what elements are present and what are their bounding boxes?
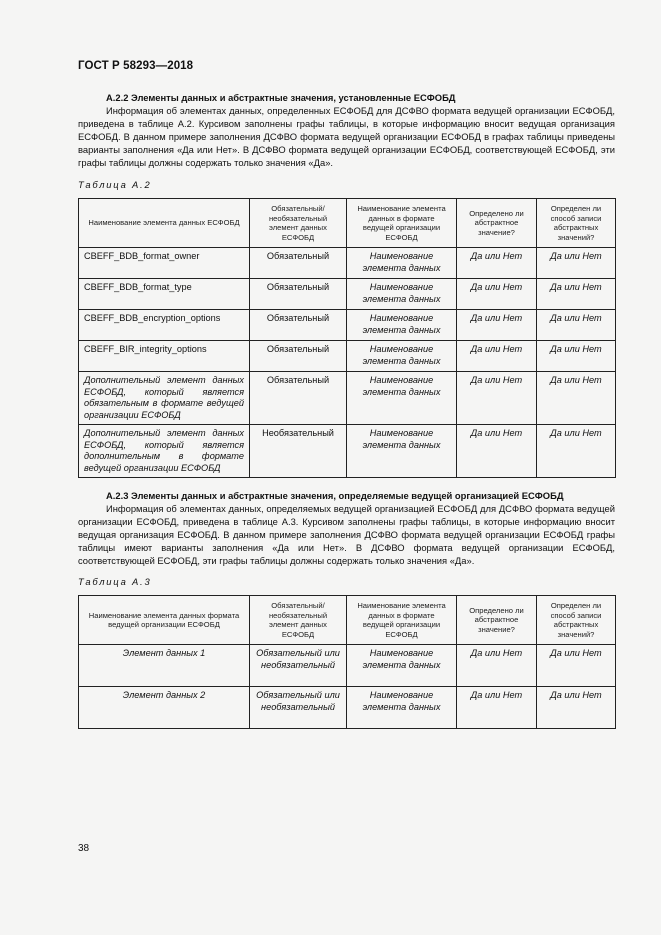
table-row (79, 687, 616, 729)
row-element-format-name: Наименование элемента данных (347, 341, 457, 372)
row-encoding-defined: Да или Нет (537, 687, 616, 729)
row-abstract-defined: Да или Нет (457, 687, 537, 729)
row-element-name: CBEFF_BDB_format_owner (79, 248, 250, 279)
table-a3-header-encoding-defined: Определен ли способ записи абстрактных значений? (537, 596, 616, 645)
table-row (79, 372, 616, 425)
row-element-format-name: Наименование элемента данных (347, 687, 457, 729)
row-encoding-defined: Да или Нет (537, 425, 616, 478)
row-abstract-defined: Да или Нет (457, 372, 537, 425)
table-row (79, 279, 616, 310)
table-a3-header-row (79, 596, 616, 645)
row-abstract-defined: Да или Нет (457, 425, 537, 478)
table-a2-header-row (79, 199, 616, 248)
row-element-name: CBEFF_BIR_integrity_options (79, 341, 250, 372)
section-a22-paragraph: Информация об элементах данных, определенных ЕСФОБД для ДСФВО формата ведущей организации ЕСФОБД, приведена в таблице А.2. Курсивом заполнены графы таблицы, в которые информацию вносит ведущая организация ЕСФОБД. В данном примере заполнения ДСФВО формата ведущей организации ЕСФОБД в графах таблицы приведены варианты заполнения «Да или Нет». В ДСФВО формата ведущей организации ЕСФОБД, соответствующей ЕСФОБД, эти графы таблицы должны содержать только значения «Да». (78, 105, 615, 168)
row-element-name: Элемент данных 2 (79, 687, 250, 729)
row-element-name: CBEFF_BDB_encryption_options (79, 310, 250, 341)
row-element-format-name: Наименование элемента данных (347, 645, 457, 687)
table-a2-header-encoding-defined: Определен ли способ записи абстрактных значений? (537, 199, 616, 248)
row-required: Обязательный (250, 248, 347, 279)
row-encoding-defined: Да или Нет (537, 279, 616, 310)
row-abstract-defined: Да или Нет (457, 248, 537, 279)
row-element-format-name: Наименование элемента данных (347, 279, 457, 310)
row-required: Обязательный (250, 279, 347, 310)
row-element-format-name: Наименование элемента данных (347, 425, 457, 478)
row-element-name: Дополнительный элемент данных ЕСФОБД, который является дополнительным в формате ведущей организации ЕСФОБД (79, 425, 250, 478)
row-encoding-defined: Да или Нет (537, 645, 616, 687)
row-encoding-defined: Да или Нет (537, 310, 616, 341)
row-required: Обязательный (250, 372, 347, 425)
row-encoding-defined: Да или Нет (537, 341, 616, 372)
table-a3-caption: Таблица А.3 (78, 576, 152, 587)
table-a2-header-required: Обязательный/ необязательный элемент данных ЕСФОБД (250, 199, 347, 248)
row-required: Обязательный или необязательный (250, 687, 347, 729)
table-row (79, 425, 616, 478)
row-abstract-defined: Да или Нет (457, 645, 537, 687)
row-required: Необязательный (250, 425, 347, 478)
table-a2-header-name: Наименование элемента данных ЕСФОБД (79, 199, 250, 248)
page-number: 38 (78, 843, 90, 854)
section-a23 (78, 489, 615, 567)
standard-header: ГОСТ Р 58293—2018 (78, 60, 194, 72)
row-element-format-name: Наименование элемента данных (347, 310, 457, 341)
row-required: Обязательный или необязательный (250, 645, 347, 687)
row-element-name: CBEFF_BDB_format_type (79, 279, 250, 310)
section-a23-heading: А.2.3 Элементы данных и абстрактные значения, определяемые ведущей организацией ЕСФОБД (106, 490, 564, 501)
row-abstract-defined: Да или Нет (457, 310, 537, 341)
table-row (79, 645, 616, 687)
row-element-format-name: Наименование элемента данных (347, 372, 457, 425)
table-row (79, 341, 616, 372)
section-a23-paragraph: Информация об элементах данных, определяемых ведущей организацией ЕСФОБД для ДСФВО формата ведущей организации ЕСФОБД, приведена в таблице А.3. Курсивом заполнены графы таблицы, в которые информацию вносит ведущая организация ЕСФОБД. В данном примере заполнения ДСФВО формата ведущей организации ЕСФОБД графы таблицы имеют варианты заполнения «Да или Нет». В ДСФВО формата ведущей организации ЕСФОБД, соответствующей ЕСФОБД, эти графы таблицы должны содержать только значения «Да». (78, 503, 615, 566)
row-element-name: Дополнительный элемент данных ЕСФОБД, который является обязательным в формате ведущей организации ЕСФОБД (79, 372, 250, 425)
table-a3-header-required: Обязательный/ необязательный элемент данных ЕСФОБД (250, 596, 347, 645)
row-encoding-defined: Да или Нет (537, 372, 616, 425)
table-a2-header-element-name: Наименование элемента данных в формате ведущей организации ЕСФОБД (347, 199, 457, 248)
table-row (79, 248, 616, 279)
row-required: Обязательный (250, 341, 347, 372)
row-element-name: Элемент данных 1 (79, 645, 250, 687)
row-encoding-defined: Да или Нет (537, 248, 616, 279)
table-a2-header-abstract-defined: Определено ли абстрактное значение? (457, 199, 537, 248)
table-a3-header-element-name: Наименование элемента данных в формате ведущей организации ЕСФОБД (347, 596, 457, 645)
table-a2 (78, 198, 616, 478)
row-element-format-name: Наименование элемента данных (347, 248, 457, 279)
table-a2-caption: Таблица А.2 (78, 179, 152, 190)
section-a22-heading: А.2.2 Элементы данных и абстрактные значения, установленные ЕСФОБД (106, 92, 456, 103)
table-a3-header-name: Наименование элемента данных формата ведущей организации ЕСФОБД (79, 596, 250, 645)
row-abstract-defined: Да или Нет (457, 279, 537, 310)
row-required: Обязательный (250, 310, 347, 341)
row-abstract-defined: Да или Нет (457, 341, 537, 372)
section-a22 (78, 91, 615, 169)
table-a3 (78, 595, 616, 729)
table-a3-header-abstract-defined: Определено ли абстрактное значение? (457, 596, 537, 645)
table-row (79, 310, 616, 341)
